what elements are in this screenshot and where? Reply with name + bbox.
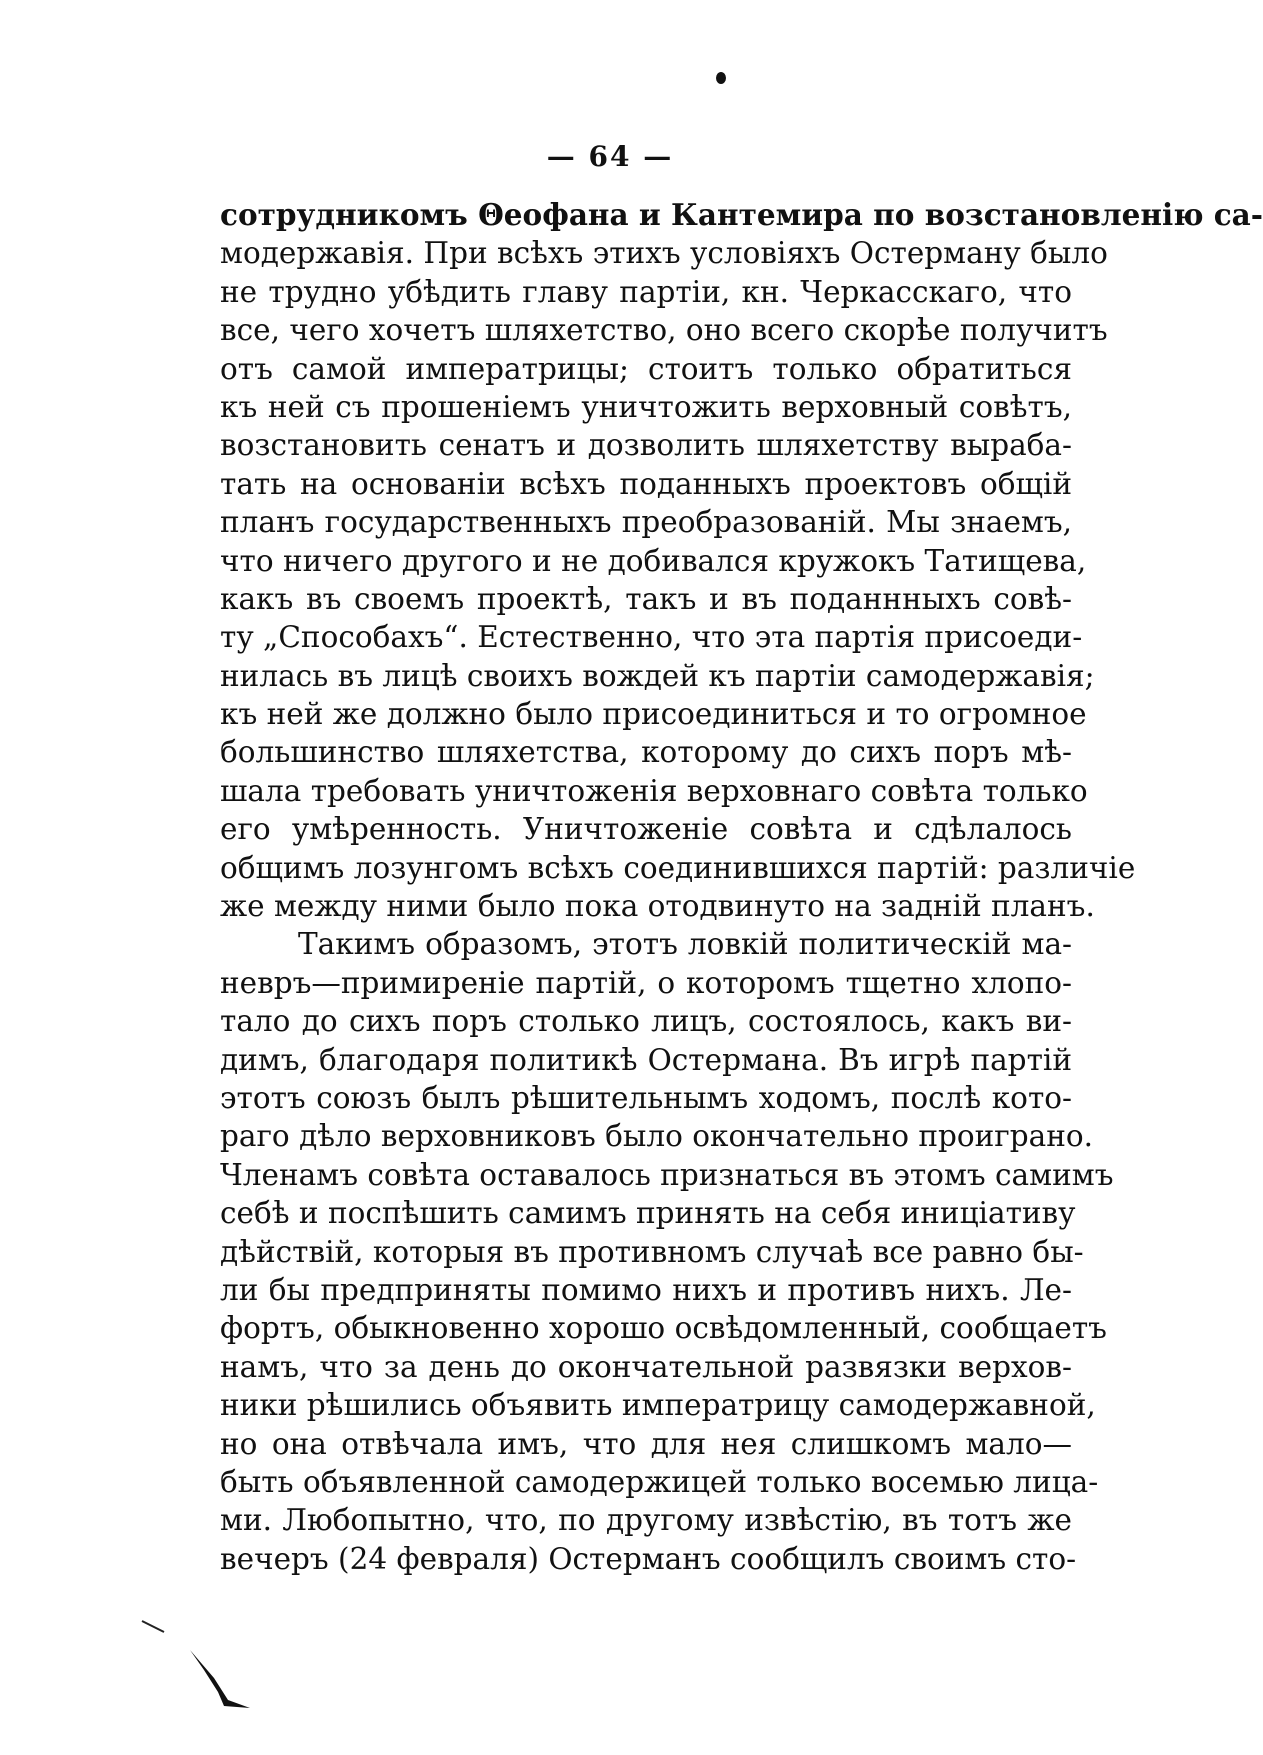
text-line: дѣйствій, которыя въ противномъ случаѣ все равно бы-: [220, 1234, 1084, 1269]
text-line: его умѣренность. Уничтоженіе совѣта и сдѣлалось: [220, 812, 1072, 847]
text-line: намъ, что за день до окончательной развязки верхов-: [220, 1349, 1072, 1384]
text-line: къ ней же должно было присоединиться и то огромное: [220, 697, 1087, 732]
text-line: модержавія. При всѣхъ этихъ условіяхъ Остерману было: [220, 236, 1108, 271]
text-line: большинство шляхетства, которому до сихъ поръ мѣ-: [220, 735, 1072, 770]
scan-speck-mark: [140, 1618, 184, 1634]
text-line: себѣ и поспѣшить самимъ принять на себя иниціативу: [220, 1196, 1076, 1231]
text-line: невръ—примиреніе партій, о которомъ тщетно хлопо-: [220, 965, 1072, 1000]
ink-dot: [716, 72, 726, 84]
page-number: — 64 —: [546, 140, 674, 173]
text-line: сотрудникомъ Θеофана и Кантемира по возстановленію са-: [220, 197, 1263, 232]
text-line: Членамъ совѣта оставалось признаться въ этомъ самимъ: [220, 1157, 1114, 1192]
text-line: ники рѣшились объявить императрицу самодержавной,: [220, 1388, 1096, 1423]
text-line: тало до сихъ поръ столько лицъ, состоялось, какъ ви-: [220, 1004, 1072, 1039]
text-line: быть объявленной самодержицей только восемью лица-: [220, 1464, 1099, 1499]
text-line: но она отвѣчала имъ, что для нея слишкомъ мало—: [220, 1426, 1072, 1461]
text-line: общимъ лозунгомъ всѣхъ соединившихся партій: различіе: [220, 850, 1136, 885]
text-line: нилась въ лицѣ своихъ вождей къ партіи самодержавія;: [220, 658, 1095, 693]
text-line: не трудно убѣдить главу партіи, кн. Черкасскаго, что: [220, 274, 1072, 309]
text-line: ли бы предприняты помимо нихъ и противъ нихъ. Ле-: [220, 1272, 1072, 1307]
text-line: шала требовать уничтоженія верховнаго совѣта только: [220, 773, 1088, 808]
text-line: раго дѣло верховниковъ было окончательно проиграно.: [220, 1119, 1094, 1154]
text-line: къ ней съ прошеніемъ уничтожить верховный совѣтъ,: [220, 389, 1072, 424]
text-line: планъ государственныхъ преобразованій. Мы знаемъ,: [220, 505, 1072, 540]
text-line: какъ въ своемъ проектѣ, такъ и въ поданнныхъ совѣ-: [220, 581, 1072, 616]
text-line: ми. Любопытно, что, по другому извѣстію, въ тотъ же: [220, 1503, 1072, 1538]
text-line: что ничего другого и не добивался кружокъ Татищева,: [220, 543, 1087, 578]
text-line: возстановить сенатъ и дозволить шляхетству выраба-: [220, 428, 1072, 463]
scan-corner-mark: [188, 1648, 258, 1710]
body-text: [220, 196, 1263, 1578]
text-line: Такимъ образомъ, этотъ ловкій политическій ма-: [298, 927, 1072, 962]
text-line: димъ, благодаря политикѣ Остермана. Въ игрѣ партій: [220, 1042, 1072, 1077]
text-line: этотъ союзъ былъ рѣшительнымъ ходомъ, послѣ кото-: [220, 1080, 1072, 1115]
text-line: фортъ, обыкновенно хорошо освѣдомленный, сообщаетъ: [220, 1311, 1107, 1346]
text-line: вечеръ (24 февраля) Остерманъ сообщилъ своимъ сто-: [220, 1541, 1077, 1576]
text-line: тать на основаніи всѣхъ поданныхъ проектовъ общій: [220, 466, 1072, 501]
text-line: отъ самой императрицы; стоитъ только обратиться: [220, 351, 1072, 386]
text-line: ту „Способахъ“. Естественно, что эта партія присоеди-: [220, 620, 1083, 655]
text-line: же между ними было пока отодвинуто на задній планъ.: [220, 889, 1095, 924]
text-line: все, чего хочетъ шляхетство, оно всего скорѣе получитъ: [220, 313, 1108, 348]
